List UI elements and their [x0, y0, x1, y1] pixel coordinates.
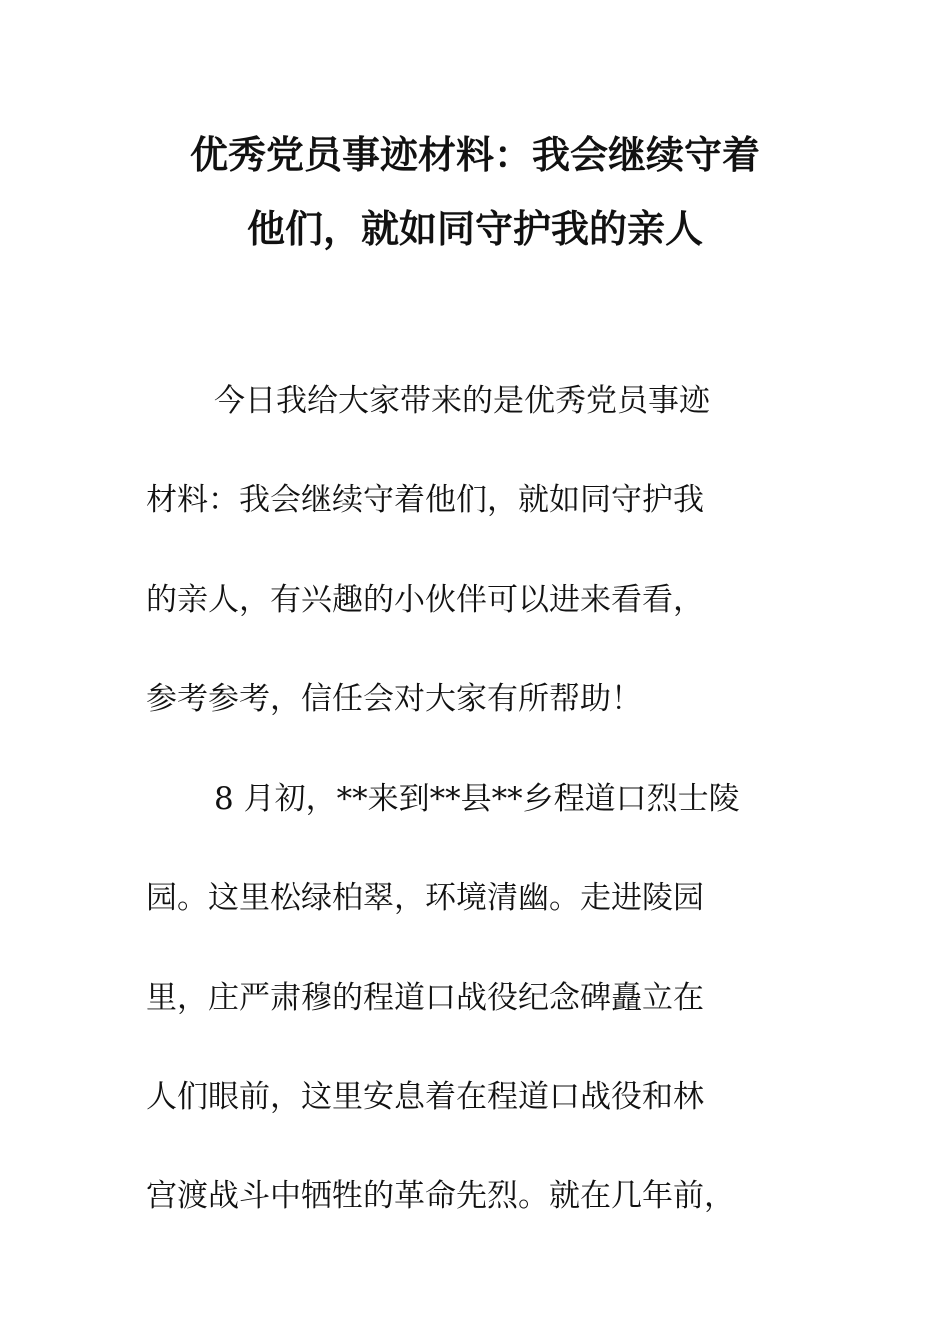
document-title-line-2: 他们，就如同守护我的亲人 [246, 207, 703, 251]
document-title-line-1: 优秀党员事迹材料：我会继续守着 [189, 133, 760, 177]
paragraph-2-line-5: 宫渡战斗中牺牲的革命先烈。就在几年前， [146, 1178, 735, 1214]
paragraph-1-line-3: 的亲人，有兴趣的小伙伴可以进来看看， [146, 582, 704, 618]
paragraph-2-line-3: 里，庄严肃穆的程道口战役纪念碑矗立在 [146, 980, 704, 1016]
paragraph-1-line-4: 参考参考，信任会对大家有所帮助！ [146, 681, 642, 717]
paragraph-2-line-2: 园。这里松绿柏翠，环境清幽。走进陵园 [146, 880, 704, 916]
paragraph-2-line-4: 人们眼前，这里安息着在程道口战役和林 [146, 1079, 704, 1115]
paragraph-2-line-1: 8 月初，**来到**县**乡程道口烈士陵 [214, 781, 740, 817]
paragraph-1-line-1: 今日我给大家带来的是优秀党员事迹 [214, 383, 710, 419]
paragraph-1-line-2: 材料：我会继续守着他们，就如同守护我 [146, 482, 704, 518]
